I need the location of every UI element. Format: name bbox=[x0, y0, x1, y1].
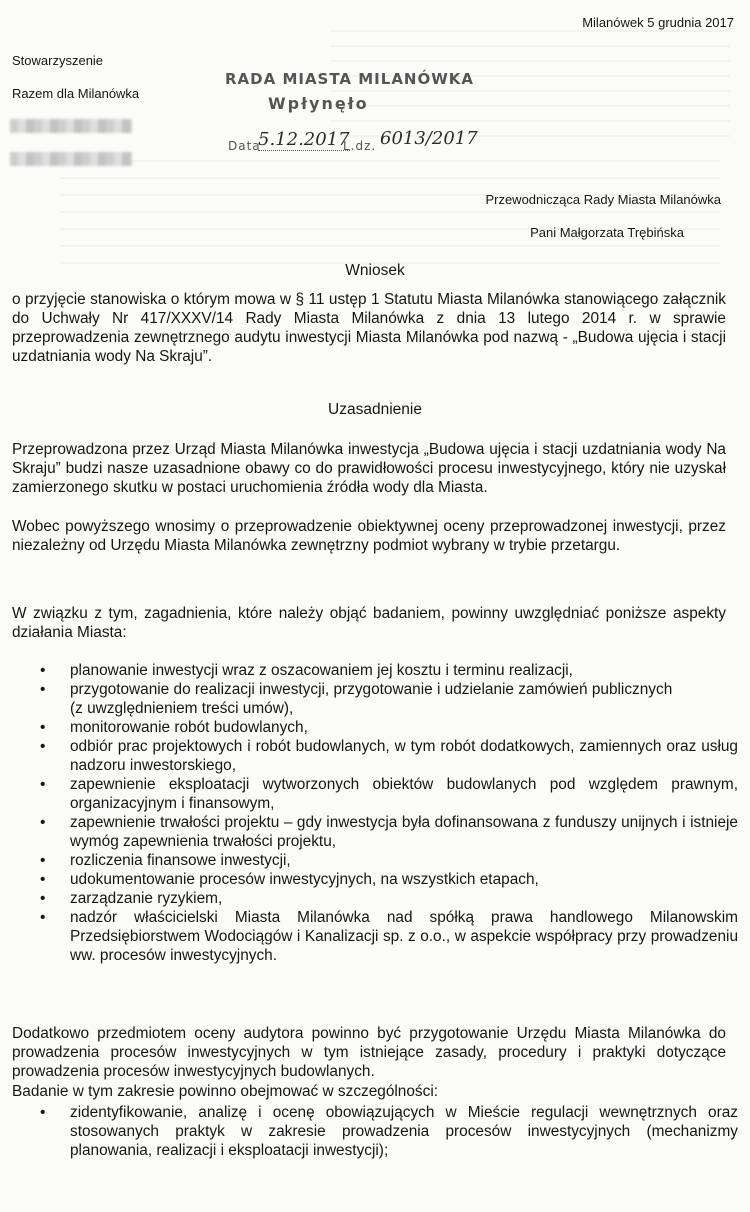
stamp-ldz-handwritten: 6013/2017 bbox=[380, 128, 478, 149]
list-item bbox=[12, 775, 738, 813]
list-item-text: rozliczenia finansowe inwestycji, bbox=[70, 852, 291, 869]
scope-intro: W związku z tym, zagadnienia, które należy objąć badaniem, powinny uwzględniać poniższe aspekty działania Miasta: bbox=[12, 605, 726, 641]
recipient-title: Przewodnicząca Rady Miasta Milanówka bbox=[485, 192, 721, 207]
list-item bbox=[12, 908, 738, 965]
list-item-text: udokumentowanie procesów inwestycyjnych, na wszystkich etapach, bbox=[70, 871, 539, 888]
stamp-ldz-label: L.dz. bbox=[343, 139, 377, 153]
list-item bbox=[12, 661, 738, 680]
justification-heading: Uzasadnienie bbox=[328, 401, 422, 418]
justification-paragraph-1: Przeprowadzona przez Urząd Miasta Milanówka inwestycja „Budowa ujęcia i stacji uzdatniania wody Na Skraju” budzi nasze uzasadnione obawy co do prawidłowości procesu inwestycyjnego, który nie uzyskał zamierzonego skutku w postaci uruchomienia źródła wody dla Miasta. bbox=[12, 441, 726, 496]
bleed-through-texture bbox=[60, 160, 720, 270]
list-item-text: nadzór właścicielski Miasta Milanówka nad spółką prawa handlowego Milanowskim Przedsiębiorstwem Wodociągów i Kanalizacji sp. z o.o., w aspekcie współpracy przy prowadzeniu ww. procesów inwestycyjnych. bbox=[70, 909, 738, 964]
bullet-icon: • bbox=[40, 890, 46, 907]
list-item bbox=[12, 870, 738, 889]
list-item-text: zapewnienie trwałości projektu – gdy inwestycja była dofinansowana z funduszy unijnych i istnieje wymóg zapewnienia trwałości projektu, bbox=[70, 814, 738, 850]
bullet-icon: • bbox=[40, 738, 46, 755]
additional-scope-paragraph: Dodatkowo przedmiotem oceny audytora powinno być przygotowanie Urzędu Miasta Milanówka do prowadzenia procesów inwestycyjnych w tym istniejące zasady, procedury i praktyki dotyczące prowadzenia procesów inwestycyjnych budowlanych. bbox=[12, 1025, 726, 1080]
bullet-icon: • bbox=[40, 662, 46, 679]
stamp-date-label: Data bbox=[228, 139, 261, 153]
list-item-text: monitorowanie robót budowlanych, bbox=[70, 719, 308, 736]
sender-organization: Stowarzyszenie bbox=[12, 53, 104, 68]
bullet-icon: • bbox=[40, 909, 46, 926]
bullet-icon: • bbox=[40, 719, 46, 736]
bullet-icon: • bbox=[40, 1104, 46, 1121]
audit-aspects-list bbox=[12, 661, 738, 965]
detailed-scope-list bbox=[12, 1103, 738, 1160]
justification-paragraph-2: Wobec powyższego wnosimy o przeprowadzenie obiektywnej oceny przeprowadzonej inwestycji, przez niezależny od Urzędu Miasta Milanówka zewnętrzny podmiot wybrany w trybie przetargu. bbox=[12, 518, 726, 554]
list-item bbox=[12, 718, 738, 737]
list-item bbox=[12, 1103, 738, 1160]
stamp-registry-line bbox=[228, 127, 478, 167]
redacted-address bbox=[10, 152, 132, 166]
list-item-text: przygotowanie do realizacji inwestycji, przygotowanie i udzielanie zamówień publicznych (z uwzględnieniem treści umów), bbox=[70, 681, 673, 717]
stamp-council-title: RADA MIASTA MILANÓWKA bbox=[225, 70, 475, 88]
bullet-icon: • bbox=[40, 814, 46, 831]
detailed-scope-intro: Badanie w tym zakresie powinno obejmować w szczególności: bbox=[12, 1083, 439, 1100]
list-item bbox=[12, 851, 738, 870]
bullet-icon: • bbox=[40, 871, 46, 888]
letter-date: Milanówek 5 grudnia 2017 bbox=[582, 15, 734, 30]
list-item-text: zapewnienie eksploatacji wytworzonych obiektów budowlanych pod względem prawnym, organizacyjnym i finansowym, bbox=[70, 776, 738, 812]
list-item-text: odbiór prac projektowych i robót budowlanych, w tym robót dodatkowych, zamiennych oraz usług nadzoru inwestorskiego, bbox=[70, 738, 738, 774]
list-item-text: zidentyfikowanie, analizę i ocenę obowiązujących w Mieście regulacji wewnętrznych oraz stosowanych praktyk w zakresie prowadzenia procesów inwestycyjnych (mechanizmy planowania, realizacji i eksploatacji inwestycji); bbox=[70, 1104, 738, 1159]
recipient-name: Pani Małgorzata Trębińska bbox=[530, 225, 684, 240]
stamp-received: Wpłynęło bbox=[268, 94, 369, 113]
stamp-date-handwritten: 5.12.2017 bbox=[258, 129, 350, 150]
bullet-icon: • bbox=[40, 852, 46, 869]
sender-organization-name: Razem dla Milanówka bbox=[12, 86, 140, 101]
list-item bbox=[12, 680, 738, 718]
request-subject: o przyjęcie stanowiska o którym mowa w § 11 ustęp 1 Statutu Miasta Milanówka stanowiącego załącznik do Uchwały Nr 417/XXXV/14 Rady Miasta Milanówka z dnia 13 lutego 2014 r. w sprawie przeprowadzenia zewnętrznego audytu inwestycji Miasta Milanówka pod nazwą - „Budowa ujęcia i stacji uzdatniania wody Na Skraju”. bbox=[12, 291, 726, 365]
redacted-name bbox=[10, 119, 132, 133]
list-item-text: planowanie inwestycji wraz z oszacowaniem jej kosztu i terminu realizacji, bbox=[70, 662, 573, 679]
list-item-text: zarządzanie ryzykiem, bbox=[70, 890, 223, 907]
bullet-icon: • bbox=[40, 681, 46, 698]
list-item bbox=[12, 889, 738, 908]
list-item bbox=[12, 737, 738, 775]
list-item bbox=[12, 813, 738, 851]
bullet-icon: • bbox=[40, 776, 46, 793]
document-heading: Wniosek bbox=[345, 262, 405, 279]
